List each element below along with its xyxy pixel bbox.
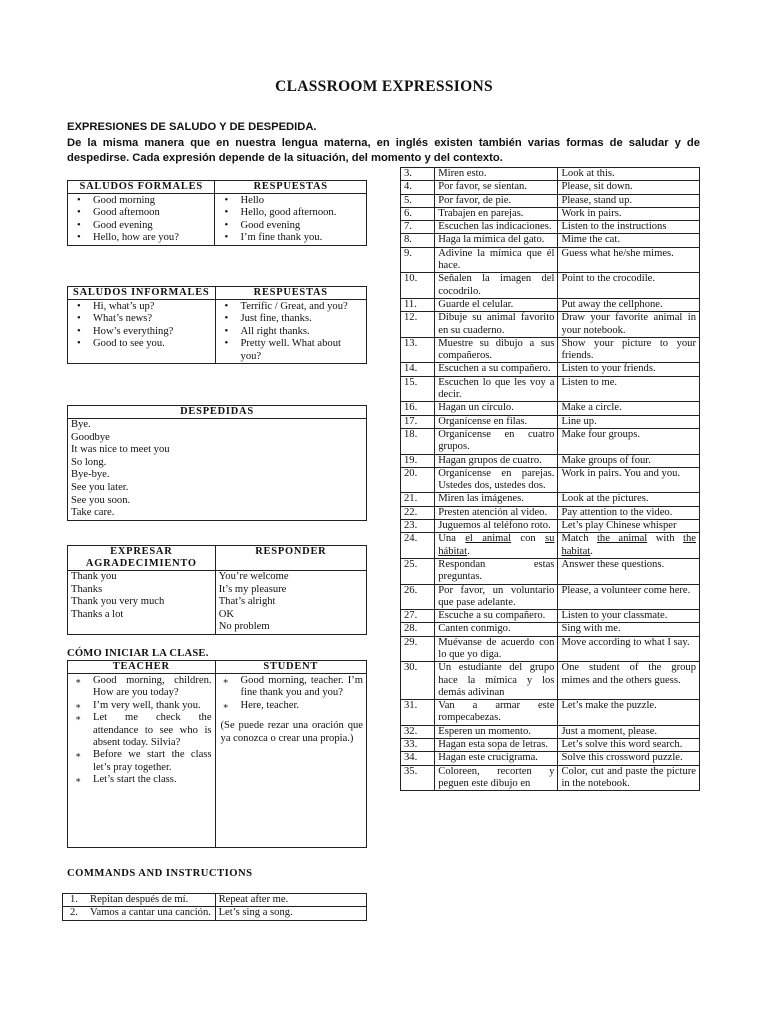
- command-number: 5.: [401, 194, 435, 207]
- thanks-item: Thank you: [71, 571, 117, 582]
- response-item: [219, 338, 363, 363]
- student-column: [215, 674, 366, 848]
- greeting-item-text: Hi, what’s up?: [93, 301, 155, 312]
- command-spanish-part: el animal: [465, 533, 512, 545]
- command-row: [401, 181, 700, 194]
- command-row: [401, 376, 700, 402]
- bullet-icon: •: [77, 313, 81, 325]
- command-spanish: Escuchen a su compañero.: [435, 363, 558, 376]
- command-spanish: Organícense en cuatro grupos.: [435, 428, 558, 454]
- command-number: 9.: [401, 247, 435, 273]
- response-item-text: Just fine, thanks.: [240, 313, 312, 325]
- despedidas-list: [68, 419, 367, 521]
- command-number: 11.: [401, 298, 435, 311]
- command-english-cell: [215, 894, 366, 907]
- command-spanish: Muestre su dibujo a sus compañeros.: [435, 337, 558, 363]
- command-english: Listen to your classmate.: [558, 610, 700, 623]
- command-english-part: the habitat: [561, 533, 696, 557]
- command-row: [401, 298, 700, 311]
- teacher-column: [68, 674, 216, 848]
- bullet-icon: •: [224, 207, 229, 219]
- asterisk-icon: ∗: [75, 713, 82, 724]
- response-item-text: I’m fine thank you.: [240, 232, 323, 244]
- bullet-icon: •: [224, 232, 229, 244]
- command-row: [401, 247, 700, 273]
- response-item: [219, 301, 363, 313]
- command-number: 32.: [401, 725, 435, 738]
- farewell-item: Bye-bye.: [71, 469, 110, 481]
- command-spanish: Coloreen, recorten y peguen este dibujo en: [435, 765, 558, 791]
- bullet-icon: •: [224, 219, 229, 231]
- greeting-item: [71, 313, 212, 325]
- command-spanish: Dibuje su animal favorito en su cuaderno.: [435, 312, 558, 338]
- command-english: Mime the cat.: [558, 234, 700, 247]
- command-number: 19.: [401, 454, 435, 467]
- command-spanish: Muévanse de acuerdo con lo que yo diga.: [435, 636, 558, 662]
- teacher-line: [71, 700, 212, 712]
- command-number: 35.: [401, 765, 435, 791]
- bullet-icon: •: [77, 195, 81, 206]
- farewell-item: See you soon.: [71, 494, 131, 506]
- asterisk-icon: ∗: [75, 775, 82, 786]
- farewell-item: See you later.: [71, 481, 129, 493]
- greetings-list: [71, 195, 211, 245]
- command-english: Pay attention to the video.: [558, 506, 700, 519]
- command-english-part: with: [647, 533, 684, 545]
- teacher-line: [71, 774, 212, 786]
- command-number: 33.: [401, 739, 435, 752]
- response-item-text: Hello, good afternoon.: [240, 207, 337, 219]
- response-item: [218, 232, 363, 244]
- teacher-line: [71, 712, 212, 749]
- thanks-response-item: It’s my pleasure: [218, 583, 287, 595]
- header-expresar-agradecimiento: EXPRESAR AGRADECIMIENTO: [68, 546, 216, 571]
- command-row: [401, 700, 700, 726]
- greeting-item-text: Good to see you.: [93, 338, 165, 350]
- command-spanish: Por favor, se sientan.: [435, 181, 558, 194]
- greeting-item: [71, 232, 211, 244]
- command-spanish: Escuche a su compañero.: [435, 610, 558, 623]
- greeting-item-text: Hello, how are you?: [93, 232, 179, 244]
- command-spanish: Canten conmigo.: [435, 623, 558, 636]
- command-spanish: Repitan después de mí.: [90, 894, 189, 905]
- command-english: Solve this crossword puzzle.: [558, 752, 700, 765]
- header-student: STUDENT: [215, 661, 366, 674]
- command-number: 6.: [401, 207, 435, 220]
- command-english: Please, a volunteer come here.: [558, 584, 700, 610]
- command-spanish: Trabajen en parejas.: [435, 207, 558, 220]
- command-row: [401, 273, 700, 299]
- response-item-text: All right thanks.: [240, 325, 310, 337]
- command-english: Make four groups.: [558, 428, 700, 454]
- command-english: Move according to what I say.: [558, 636, 700, 662]
- command-row: [401, 402, 700, 415]
- table-despedidas: [67, 405, 367, 521]
- command-spanish: Por favor, un voluntario que pase adelante.: [435, 584, 558, 610]
- table-iniciar-clase: [67, 660, 367, 848]
- command-spanish: Hagan un círculo.: [435, 402, 558, 415]
- bullet-icon: •: [224, 325, 229, 337]
- student-lines: [219, 675, 363, 712]
- command-spanish-part: con: [511, 533, 546, 545]
- command-spanish: Organícense en parejas. Ustedes dos, ustedes dos.: [435, 467, 558, 493]
- bullet-icon: •: [77, 219, 81, 231]
- command-row: [401, 337, 700, 363]
- command-spanish: Juguemos al teléfono roto.: [435, 520, 558, 533]
- command-number: 25.: [401, 558, 435, 584]
- greeting-item-text: Good afternoon: [93, 207, 160, 219]
- command-english: Work in pairs. You and you.: [558, 467, 700, 493]
- greeting-item-text: How’s everything?: [93, 325, 174, 337]
- command-number: 27.: [401, 610, 435, 623]
- command-number: 21.: [401, 493, 435, 506]
- saludos-informales-list: [68, 300, 216, 364]
- command-spanish-part: .: [467, 545, 470, 557]
- command-number: 13.: [401, 337, 435, 363]
- command-number: 28.: [401, 623, 435, 636]
- header-responder: RESPONDER: [215, 546, 366, 571]
- command-spanish: Haga la mímica del gato.: [435, 234, 558, 247]
- command-spanish: Por favor, de pie.: [435, 194, 558, 207]
- teacher-line-text: Good morning, children. How are you today?: [93, 675, 212, 699]
- command-number: 4.: [401, 181, 435, 194]
- command-spanish: Guarde el celular.: [435, 298, 558, 311]
- page-title: CLASSROOM EXPRESSIONS: [275, 78, 493, 95]
- command-english: Listen to the instructions: [558, 221, 700, 234]
- teacher-line-text: Let me check the attendance to see who is absent today. Silvia?: [93, 712, 212, 749]
- header-despedidas: DESPEDIDAS: [68, 406, 367, 419]
- command-number: 26.: [401, 584, 435, 610]
- table-commands-right: [400, 167, 700, 791]
- command-spanish: Escuchen las indicaciones.: [435, 221, 558, 234]
- thanks-response-item: You’re welcome: [218, 571, 289, 582]
- command-number: 16.: [401, 402, 435, 415]
- bullet-icon: •: [224, 301, 229, 312]
- command-english: Listen to me.: [558, 376, 700, 402]
- command-row: [401, 415, 700, 428]
- response-item: [218, 220, 363, 232]
- thanks-item: Thank you very much: [71, 596, 165, 608]
- command-english: Repeat after me.: [218, 894, 289, 905]
- command-english: [558, 533, 700, 559]
- command-number: 30.: [401, 662, 435, 700]
- command-spanish: Adivine la mímica que él hace.: [435, 247, 558, 273]
- command-row: [401, 662, 700, 700]
- command-number: 24.: [401, 533, 435, 559]
- command-row: [401, 194, 700, 207]
- farewell-item: Goodbye: [71, 431, 110, 443]
- command-row: [401, 363, 700, 376]
- command-english: Answer these questions.: [558, 558, 700, 584]
- command-row: [401, 168, 700, 181]
- command-english: Please, sit down.: [558, 181, 700, 194]
- command-row: [401, 207, 700, 220]
- bullet-icon: •: [77, 207, 81, 219]
- command-spanish-cell: [63, 894, 216, 907]
- command-english: Just a moment, please.: [558, 725, 700, 738]
- thanks-item: Thanks a lot: [71, 608, 124, 620]
- farewell-item: So long.: [71, 456, 107, 468]
- command-english: Color, cut and paste the picture in the notebook.: [558, 765, 700, 791]
- command-english-part: the animal: [596, 533, 648, 545]
- teacher-line-text: I’m very well, thank you.: [93, 699, 201, 711]
- command-spanish: Miren esto.: [435, 168, 558, 181]
- response-item: [218, 195, 363, 207]
- command-row: [401, 467, 700, 493]
- command-row: [401, 623, 700, 636]
- command-english: Draw your favorite animal in your notebook.: [558, 312, 700, 338]
- greeting-item: [71, 207, 211, 219]
- responder-list: [215, 571, 366, 635]
- bullet-icon: •: [224, 313, 229, 325]
- command-english: Look at this.: [558, 168, 700, 181]
- command-english: Sing with me.: [558, 623, 700, 636]
- command-number: 29.: [401, 636, 435, 662]
- thanks-item: Thanks: [71, 583, 103, 595]
- teacher-line: [71, 675, 212, 700]
- command-number: 31.: [401, 700, 435, 726]
- respuestas-informales-list: [215, 300, 366, 364]
- command-number: 34.: [401, 752, 435, 765]
- table-saludos-formales: [67, 180, 367, 246]
- command-number: 2.: [70, 907, 78, 919]
- command-row: [401, 312, 700, 338]
- greeting-item: [71, 195, 211, 207]
- command-row: [401, 221, 700, 234]
- command-number: 10.: [401, 273, 435, 299]
- command-spanish: Vamos a cantar una canción.: [90, 907, 211, 919]
- command-row: [401, 636, 700, 662]
- command-english: Make a circle.: [558, 402, 700, 415]
- command-spanish: Van a armar este rompecabezas.: [435, 700, 558, 726]
- student-line: [219, 700, 363, 712]
- greeting-item: [71, 220, 211, 232]
- command-english: Let’s sing a song.: [218, 907, 293, 919]
- command-english: Look at the pictures.: [558, 493, 700, 506]
- command-english: Listen to your friends.: [558, 363, 700, 376]
- greeting-item: [71, 301, 212, 313]
- command-english: Guess what he/she mimes.: [558, 247, 700, 273]
- command-row: [401, 506, 700, 519]
- header-teacher: TEACHER: [68, 661, 216, 674]
- command-number: 20.: [401, 467, 435, 493]
- command-spanish: Escuchen lo que les voy a decir.: [435, 376, 558, 402]
- response-item: [219, 313, 363, 325]
- command-number: 17.: [401, 415, 435, 428]
- bullet-icon: •: [77, 232, 81, 244]
- command-row: [63, 907, 367, 920]
- response-item-text: Good evening: [240, 219, 301, 231]
- teacher-lines: [71, 675, 212, 787]
- command-english: Line up.: [558, 415, 700, 428]
- command-spanish: Esperen un momento.: [435, 725, 558, 738]
- command-number: 7.: [401, 221, 435, 234]
- saludos-formales-list: [68, 194, 215, 246]
- greeting-item-text: Good morning: [93, 195, 156, 206]
- command-spanish: Hagan esta sopa de letras.: [435, 739, 558, 752]
- command-spanish: Señalen la imagen del cocodrilo.: [435, 273, 558, 299]
- greeting-item: [71, 326, 212, 338]
- command-spanish: Respondan estas preguntas.: [435, 558, 558, 584]
- bullet-icon: •: [77, 325, 81, 337]
- thanks-response-item: No problem: [218, 621, 270, 633]
- command-english: Let’s make the puzzle.: [558, 700, 700, 726]
- greeting-item-text: Good evening: [93, 219, 153, 231]
- command-row: [401, 533, 700, 559]
- command-english-cell: [215, 907, 366, 920]
- farewell-item: Take care.: [71, 507, 115, 519]
- command-spanish-part: Una: [438, 533, 466, 545]
- command-row: [63, 894, 367, 907]
- command-spanish: [435, 533, 558, 559]
- header-saludos-informales: SALUDOS INFORMALES: [68, 287, 216, 300]
- command-row: [401, 234, 700, 247]
- command-row: [401, 558, 700, 584]
- responses-list: [218, 195, 363, 245]
- command-english: Put away the cellphone.: [558, 298, 700, 311]
- bullet-icon: •: [224, 338, 229, 350]
- teacher-line-text: Let’s start the class.: [93, 774, 177, 786]
- bullet-icon: •: [224, 195, 229, 206]
- greeting-item-text: What’s news?: [93, 313, 153, 325]
- command-number: 22.: [401, 506, 435, 519]
- thanks-response-item: That’s alright: [218, 596, 276, 608]
- command-english: Let’s solve this word search.: [558, 739, 700, 752]
- command-english: Work in pairs.: [558, 207, 700, 220]
- response-item: [219, 326, 363, 338]
- farewell-item: It was nice to meet you: [71, 444, 170, 456]
- header-saludos-formales: SALUDOS FORMALES: [68, 181, 215, 194]
- command-spanish: Presten atención al video.: [435, 506, 558, 519]
- thanks-response-item: OK: [218, 608, 235, 620]
- command-row: [401, 493, 700, 506]
- command-english: Please, stand up.: [558, 194, 700, 207]
- command-english: Show your picture to your friends.: [558, 337, 700, 363]
- command-row: [401, 752, 700, 765]
- command-number: 3.: [401, 168, 435, 181]
- header-respuestas-formales: RESPUESTAS: [215, 181, 367, 194]
- command-row: [401, 584, 700, 610]
- command-number: 12.: [401, 312, 435, 338]
- asterisk-icon: ∗: [75, 700, 82, 711]
- bullet-icon: •: [77, 338, 81, 350]
- command-row: [401, 739, 700, 752]
- response-item-text: Pretty well. What about you?: [240, 338, 341, 362]
- student-line-text: Here, teacher.: [240, 699, 300, 711]
- table-agradecimiento: [67, 545, 367, 635]
- command-english-part: Match: [561, 533, 597, 545]
- response-item-text: Hello: [240, 195, 265, 206]
- command-row: [401, 428, 700, 454]
- asterisk-icon: ∗: [75, 676, 82, 686]
- section-heading-commands: COMMANDS AND INSTRUCTIONS: [67, 868, 253, 879]
- command-row: [401, 520, 700, 533]
- responses-list: [219, 301, 363, 363]
- student-line-text: Good morning, teacher. I’m fine thank you and you?: [240, 675, 363, 699]
- student-note: (Se puede rezar una oración que ya conozca o crear una propia.): [220, 720, 363, 744]
- command-number: 23.: [401, 520, 435, 533]
- respuestas-formales-list: [215, 194, 367, 246]
- agradecimiento-list: [68, 571, 216, 635]
- command-english: Let’s play Chinese whisper: [558, 520, 700, 533]
- command-number: 18.: [401, 428, 435, 454]
- command-english-part: .: [590, 545, 593, 557]
- command-row: [401, 610, 700, 623]
- farewell-item: Bye.: [71, 419, 91, 430]
- command-spanish-part: su hábitat: [438, 533, 555, 557]
- intro-paragraph: De la misma manera que en nuestra lengua materna, en inglés existen también varias formas de saludar y de despedirse. Cada expresión depende de la situación, del momento y del contexto.: [67, 137, 700, 164]
- command-row: [401, 725, 700, 738]
- teacher-line-text: Before we start the class let’s pray together.: [93, 749, 212, 773]
- section-heading-iniciar-clase: CÓMO INICIAR LA CLASE.: [67, 648, 209, 659]
- teacher-line: [71, 749, 212, 774]
- command-number: 1.: [70, 894, 78, 905]
- table-saludos-informales: [67, 286, 367, 364]
- command-number: 14.: [401, 363, 435, 376]
- command-spanish: Hagan grupos de cuatro.: [435, 454, 558, 467]
- header-respuestas-informales: RESPUESTAS: [215, 287, 366, 300]
- command-row: [401, 454, 700, 467]
- command-english: Make groups of four.: [558, 454, 700, 467]
- student-line: [219, 675, 363, 700]
- command-english: One student of the group mimes and the others guess.: [558, 662, 700, 700]
- command-spanish-cell: [63, 907, 216, 920]
- intro-heading: EXPRESIONES DE SALUDO Y DE DESPEDIDA.: [67, 121, 317, 133]
- asterisk-icon: ∗: [75, 750, 82, 761]
- asterisk-icon: ∗: [222, 700, 229, 711]
- greeting-item: [71, 338, 212, 350]
- table-commands-left: [62, 893, 367, 921]
- command-spanish: Hagan este crucigrama.: [435, 752, 558, 765]
- command-row: [401, 765, 700, 791]
- command-number: 15.: [401, 376, 435, 402]
- response-item-text: Terrific / Great, and you?: [240, 301, 348, 312]
- command-spanish: Miren las imágenes.: [435, 493, 558, 506]
- command-english: Point to the crocodile.: [558, 273, 700, 299]
- bullet-icon: •: [77, 301, 81, 312]
- command-spanish: Un estudiante del grupo hace la mímica y los demás adivinan: [435, 662, 558, 700]
- greetings-list: [71, 301, 212, 351]
- command-spanish: Organícense en filas.: [435, 415, 558, 428]
- response-item: [218, 207, 363, 219]
- asterisk-icon: ∗: [222, 676, 229, 686]
- command-number: 8.: [401, 234, 435, 247]
